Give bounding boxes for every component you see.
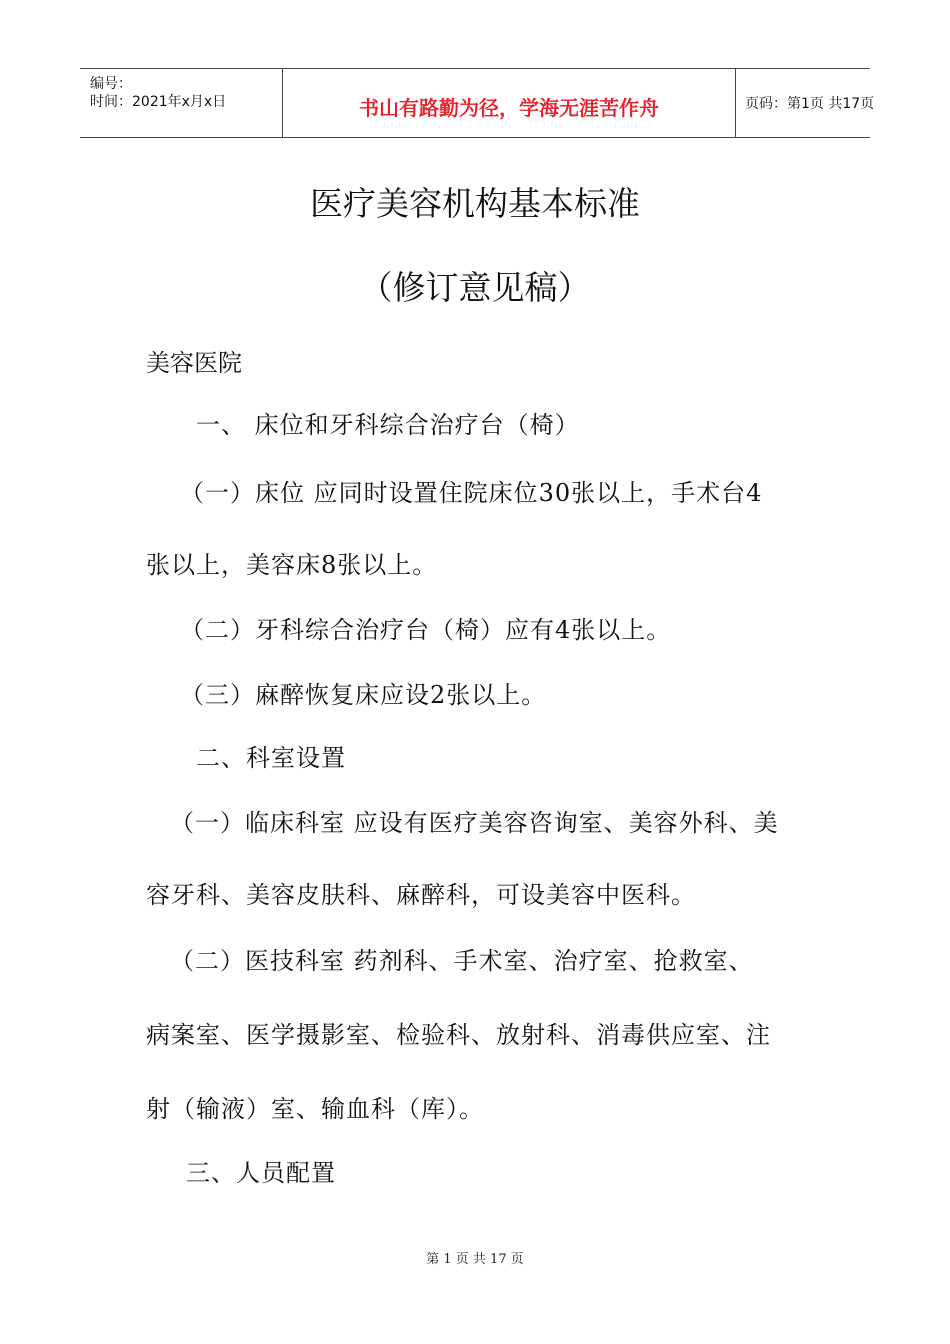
paragraph-medtech-line1: （二）医技科室 药剂科、手术室、治疗室、抢救室、 [170, 947, 754, 975]
header-page-cell [735, 69, 875, 137]
paragraph-departments-heading: 二、科室设置 [196, 744, 346, 772]
paragraph-staffing-heading: 三、人员配置 [186, 1159, 336, 1187]
document-title: 医疗美容机构基本标准 [310, 184, 640, 223]
header-motto-cell [282, 69, 736, 137]
document-subtitle: （修订意见稿） [359, 268, 591, 307]
paragraph-medtech-line2: 病案室、医学摄影室、检验科、放射科、消毒供应室、注 [146, 1021, 771, 1049]
paragraph-beds-line1: （一）床位 应同时设置住院床位30张以上，手术台4 [180, 479, 763, 507]
paragraph-clinical-line2: 容牙科、美容皮肤科、麻醉科，可设美容中医科。 [146, 881, 696, 909]
paragraph-beds-line2: 张以上，美容床8张以上。 [146, 551, 438, 579]
document-header [80, 68, 875, 138]
header-page-code: 页码：第1页 共17页 [745, 96, 875, 112]
document-date-label: 时间：2021年x月x日 [90, 94, 227, 110]
page-footer: 第 1 页 共 17 页 [426, 1252, 524, 1267]
paragraph-beds-heading: 一、 床位和牙科综合治疗台（椅） [196, 411, 580, 439]
paragraph-clinical-line1: （一）临床科室 应设有医疗美容咨询室、美容外科、美 [170, 809, 779, 837]
paragraph-recovery-beds: （三）麻醉恢复床应设2张以上。 [180, 681, 547, 709]
section-heading: 美容医院 [146, 349, 242, 377]
header-info-cell [80, 69, 282, 137]
paragraph-medtech-line3: 射（输液）室、输血科（库）。 [146, 1095, 484, 1123]
header-motto: 书山有路勤为径，学海无涯苦作舟 [359, 96, 659, 120]
document-code-label: 编号： [90, 76, 132, 92]
paragraph-dental-chairs: （二）牙科综合治疗台（椅）应有4张以上。 [180, 616, 672, 644]
